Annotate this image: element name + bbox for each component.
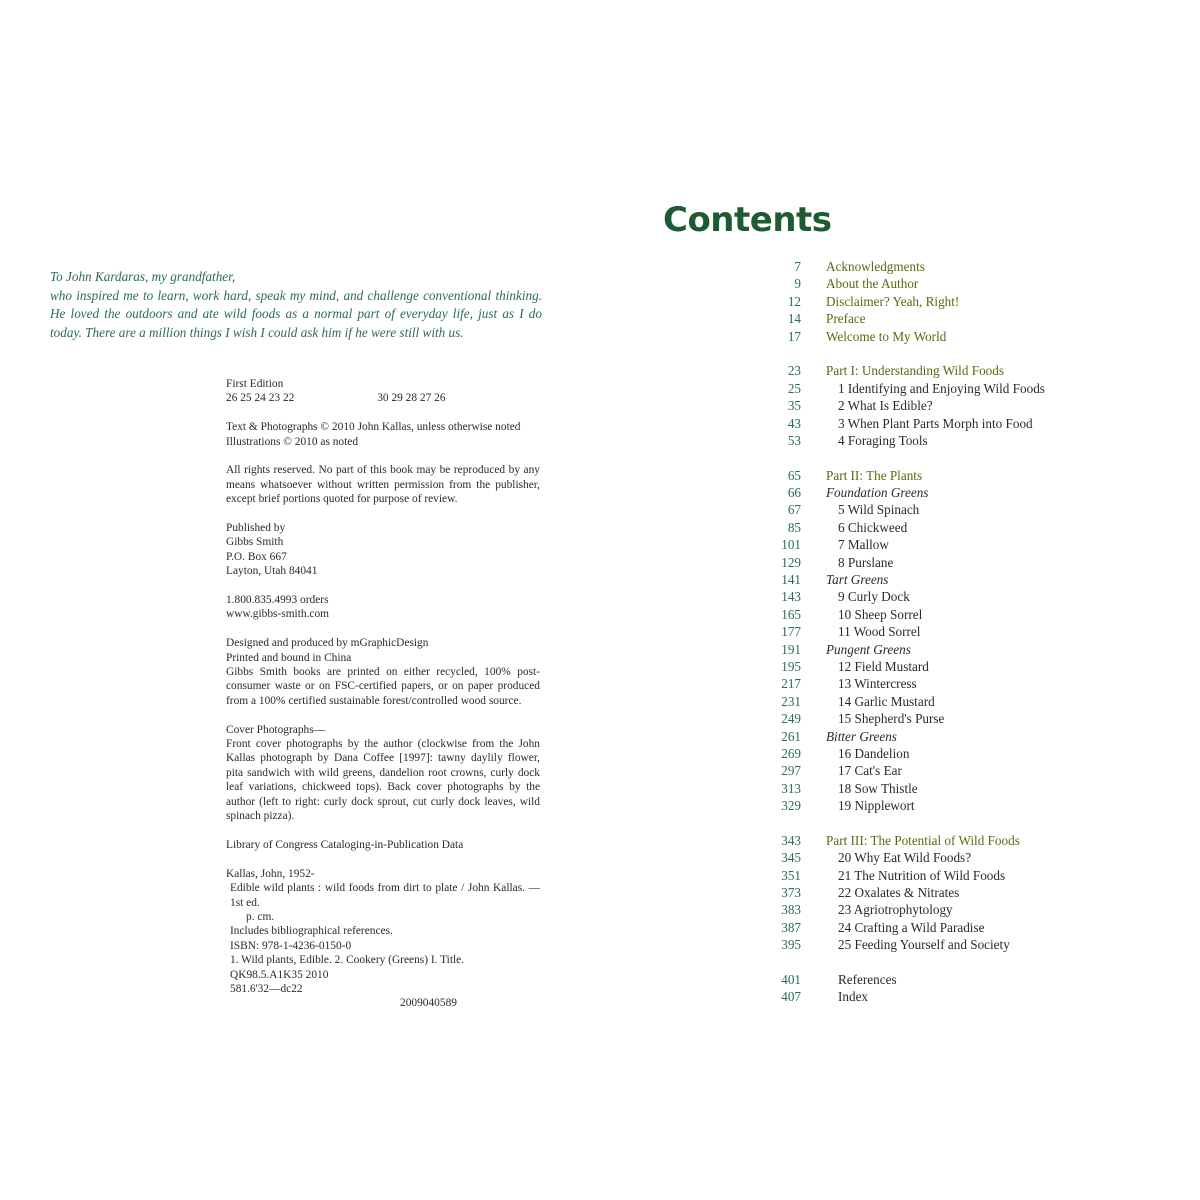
toc-page: 395 xyxy=(781,937,801,953)
toc-page: 343 xyxy=(781,832,801,848)
toc-page: 191 xyxy=(781,641,801,657)
toc-entry xyxy=(760,310,1180,327)
toc-gap xyxy=(760,345,1180,362)
toc-page: 12 xyxy=(787,293,801,309)
toc-label: 15 Shepherd's Purse xyxy=(838,711,945,727)
toc-chapter xyxy=(760,710,1180,727)
toc-page: 67 xyxy=(787,502,801,518)
toc-chapter xyxy=(760,745,1180,762)
toc-label: Welcome to My World xyxy=(826,328,947,344)
toc-label: 8 Purslane xyxy=(838,554,894,570)
toc-page: 407 xyxy=(781,989,801,1005)
toc-chapter xyxy=(760,554,1180,571)
toc-chapter xyxy=(760,658,1180,675)
toc-label: 2 What Is Edible? xyxy=(838,398,933,414)
toc-chapter xyxy=(760,867,1180,884)
toc-page: 141 xyxy=(781,572,801,588)
toc-page: 53 xyxy=(787,432,801,448)
toc-label: Pungent Greens xyxy=(826,641,911,657)
toc-label: Acknowledgments xyxy=(826,259,925,274)
edition: First Edition xyxy=(226,378,284,390)
toc-label: 17 Cat's Ear xyxy=(838,763,902,779)
cip-author: Kallas, John, 1952- xyxy=(226,867,315,880)
toc-label: 4 Foraging Tools xyxy=(838,432,928,448)
toc-gap xyxy=(760,954,1180,971)
toc-label: 13 Wintercress xyxy=(838,676,917,692)
toc-label: 1 Identifying and Enjoying Wild Foods xyxy=(838,380,1045,396)
toc-label: Disclaimer? Yeah, Right! xyxy=(826,293,960,309)
production-block xyxy=(226,636,540,708)
toc-label: 5 Wild Spinach xyxy=(838,502,920,518)
toc-label: 25 Feeding Yourself and Society xyxy=(838,937,1010,953)
toc-page: 25 xyxy=(787,380,801,396)
toc-label: 19 Nipplewort xyxy=(838,798,915,814)
copyright-page xyxy=(226,377,540,1011)
toc-page: 14 xyxy=(787,311,801,327)
toc-chapter xyxy=(760,432,1180,449)
toc-section xyxy=(760,728,1180,745)
cip-line: 581.6'32—dc22 xyxy=(230,982,303,995)
toc-page: 17 xyxy=(787,328,801,344)
printing-line-b: 30 29 28 27 26 xyxy=(377,392,446,405)
toc-page: 85 xyxy=(787,519,801,535)
toc-label: 22 Oxalates & Nitrates xyxy=(838,885,960,901)
toc-page: 249 xyxy=(781,711,801,727)
edition-block xyxy=(226,377,540,406)
table-of-contents xyxy=(760,258,1180,1006)
toc-page: 345 xyxy=(781,850,801,866)
cover-heading: Cover Photographs— xyxy=(226,723,326,736)
toc-page: 373 xyxy=(781,885,801,901)
toc-part xyxy=(760,362,1180,379)
toc-chapter xyxy=(760,675,1180,692)
cip-pcm: p. cm. xyxy=(246,910,275,923)
toc-page: 177 xyxy=(781,624,801,640)
toc-page: 43 xyxy=(787,415,801,431)
toc-entry xyxy=(760,293,1180,310)
toc-page: 143 xyxy=(781,589,801,605)
website: www.gibbs-smith.com xyxy=(226,608,330,621)
dedication-line: who inspired me to learn, work hard, speak my mind, and challenge conventional thinking. He loved the outdoors and ate wild foods as a normal part of everyday life, just as I do today. There are a million things I wish I could ask him if he were still with us. xyxy=(50,287,542,340)
toc-chapter xyxy=(760,588,1180,605)
toc-page: 387 xyxy=(781,919,801,935)
cip-line: Includes bibliographical references. xyxy=(230,925,393,938)
printed-in: Printed and bound in China xyxy=(226,651,352,664)
toc-page: 269 xyxy=(781,745,801,761)
toc-page: 329 xyxy=(781,798,801,814)
toc-part xyxy=(760,832,1180,849)
toc-chapter xyxy=(760,849,1180,866)
toc-chapter xyxy=(760,623,1180,640)
cip-line: 1. Wild plants, Edible. 2. Cookery (Greens) I. Title. xyxy=(230,954,465,967)
toc-chapter xyxy=(760,797,1180,814)
toc-page: 231 xyxy=(781,693,801,709)
toc-section xyxy=(760,571,1180,588)
toc-chapter xyxy=(760,762,1180,779)
toc-page: 297 xyxy=(781,763,801,779)
toc-label: About the Author xyxy=(826,276,919,292)
toc-label: Foundation Greens xyxy=(826,485,929,501)
toc-gap xyxy=(760,815,1180,832)
toc-label: 16 Dandelion xyxy=(838,745,910,761)
toc-section xyxy=(760,641,1180,658)
toc-page: 23 xyxy=(787,363,801,379)
cover-text: Front cover photographs by the author (clockwise from the John Kallas photograph by Dana Coffee [1997]: tawny daylily flower, pita sandwich with wild greens, dandelion root crowns, curly dock leaf variations, chickweed tops). Back cover photographs by the author (left to right: curly dock sprout, cut curly dock leaves, wild spinach pizza). xyxy=(226,738,540,823)
cip-heading: Library of Congress Cataloging-in-Publication Data xyxy=(226,838,464,851)
lccn: 2009040589 xyxy=(400,997,457,1010)
toc-label: Preface xyxy=(826,311,866,327)
cip-heading-block xyxy=(226,838,540,852)
toc-chapter xyxy=(760,884,1180,901)
publisher-city: Layton, Utah 84041 xyxy=(226,565,318,578)
toc-chapter xyxy=(760,919,1180,936)
toc-entry xyxy=(760,328,1180,345)
toc-gap xyxy=(760,449,1180,466)
publisher-pobox: P.O. Box 667 xyxy=(226,550,287,563)
toc-label: 23 Agriotrophytology xyxy=(838,902,953,918)
toc-label: Index xyxy=(838,989,869,1005)
toc-entry xyxy=(760,258,1180,275)
copyright-block xyxy=(226,420,540,449)
toc-page: 9 xyxy=(794,276,801,292)
toc-label: Bitter Greens xyxy=(826,728,897,744)
toc-label: Part III: The Potential of Wild Foods xyxy=(826,832,1020,848)
toc-section xyxy=(760,484,1180,501)
toc-label: 21 The Nutrition of Wild Foods xyxy=(838,867,1006,883)
publisher-block xyxy=(226,521,540,579)
toc-label: 9 Curly Dock xyxy=(838,589,910,605)
toc-page: 217 xyxy=(781,676,801,692)
toc-page: 165 xyxy=(781,606,801,622)
toc-chapter xyxy=(760,501,1180,518)
toc-page: 65 xyxy=(787,467,801,483)
toc-chapter xyxy=(760,536,1180,553)
toc-label: 7 Mallow xyxy=(838,537,889,553)
paper-note: Gibbs Smith books are printed on either recycled, 100% post-consumer waste or on FSC-certified papers, or on paper produced from a 100% certified sustainable forest/controlled wood source. xyxy=(226,666,540,707)
toc-chapter xyxy=(760,415,1180,432)
toc-page: 101 xyxy=(781,537,801,553)
toc-chapter xyxy=(760,380,1180,397)
cip-title: Edible wild plants : wild foods from dirt to plate / John Kallas. — 1st ed. xyxy=(230,882,540,909)
contact-block xyxy=(226,593,540,622)
toc-label: 12 Field Mustard xyxy=(838,658,929,674)
toc-page: 383 xyxy=(781,902,801,918)
dedication-line: To John Kardaras, my grandfather, xyxy=(50,269,236,284)
publisher-line: Published by xyxy=(226,522,286,535)
toc-chapter xyxy=(760,901,1180,918)
toc-page: 7 xyxy=(794,259,801,274)
toc-chapter xyxy=(760,397,1180,414)
rights-block xyxy=(226,463,540,506)
toc-chapter xyxy=(760,693,1180,710)
toc-label: 3 When Plant Parts Morph into Food xyxy=(838,415,1033,431)
toc-label: 10 Sheep Sorrel xyxy=(838,606,923,622)
toc-chapter xyxy=(760,936,1180,953)
toc-entry xyxy=(760,988,1180,1005)
toc-label: 11 Wood Sorrel xyxy=(838,624,921,640)
toc-entry xyxy=(760,971,1180,988)
toc-label: 20 Why Eat Wild Foods? xyxy=(838,850,972,866)
toc-page: 313 xyxy=(781,780,801,796)
publisher-name: Gibbs Smith xyxy=(226,536,284,549)
printing-line xyxy=(226,391,540,405)
toc-page: 66 xyxy=(787,485,801,501)
toc-part xyxy=(760,467,1180,484)
toc-page: 129 xyxy=(781,554,801,570)
cip-line: QK98.5.A1K35 2010 xyxy=(230,968,329,981)
toc-label: 6 Chickweed xyxy=(838,519,908,535)
toc-page: 35 xyxy=(787,398,801,414)
phone-orders: 1.800.835.4993 orders xyxy=(226,594,329,607)
toc-chapter xyxy=(760,606,1180,623)
toc-label: 24 Crafting a Wild Paradise xyxy=(838,919,985,935)
toc-chapter xyxy=(760,780,1180,797)
rights-text: All rights reserved. No part of this book may be reproduced by any means whatsoever without written permission from the publisher, except brief portions quoted for purpose of review. xyxy=(226,464,540,506)
toc-label: 18 Sow Thistle xyxy=(838,780,918,796)
toc-label: Part I: Understanding Wild Foods xyxy=(826,363,1004,379)
toc-page: 261 xyxy=(781,728,801,744)
toc-page: 401 xyxy=(781,972,801,988)
toc-entry xyxy=(760,275,1180,292)
cover-block xyxy=(226,723,540,824)
toc-label: Tart Greens xyxy=(826,572,889,588)
dedication xyxy=(50,268,542,342)
copyright-text: Text & Photographs © 2010 John Kallas, unless otherwise noted xyxy=(226,421,521,434)
cip-block xyxy=(226,867,540,1011)
toc-page: 195 xyxy=(781,658,801,674)
copyright-illustrations: Illustrations © 2010 as noted xyxy=(226,435,359,448)
design-credit: Designed and produced by mGraphicDesign xyxy=(226,637,429,650)
cip-line: ISBN: 978-1-4236-0150-0 xyxy=(230,939,352,952)
toc-label: References xyxy=(838,972,897,988)
toc-label: 14 Garlic Mustard xyxy=(838,693,935,709)
toc-page: 351 xyxy=(781,867,801,883)
printing-line-a: 26 25 24 23 22 xyxy=(226,392,295,405)
toc-chapter xyxy=(760,519,1180,536)
toc-label: Part II: The Plants xyxy=(826,467,923,483)
contents-title: Contents xyxy=(663,200,832,240)
